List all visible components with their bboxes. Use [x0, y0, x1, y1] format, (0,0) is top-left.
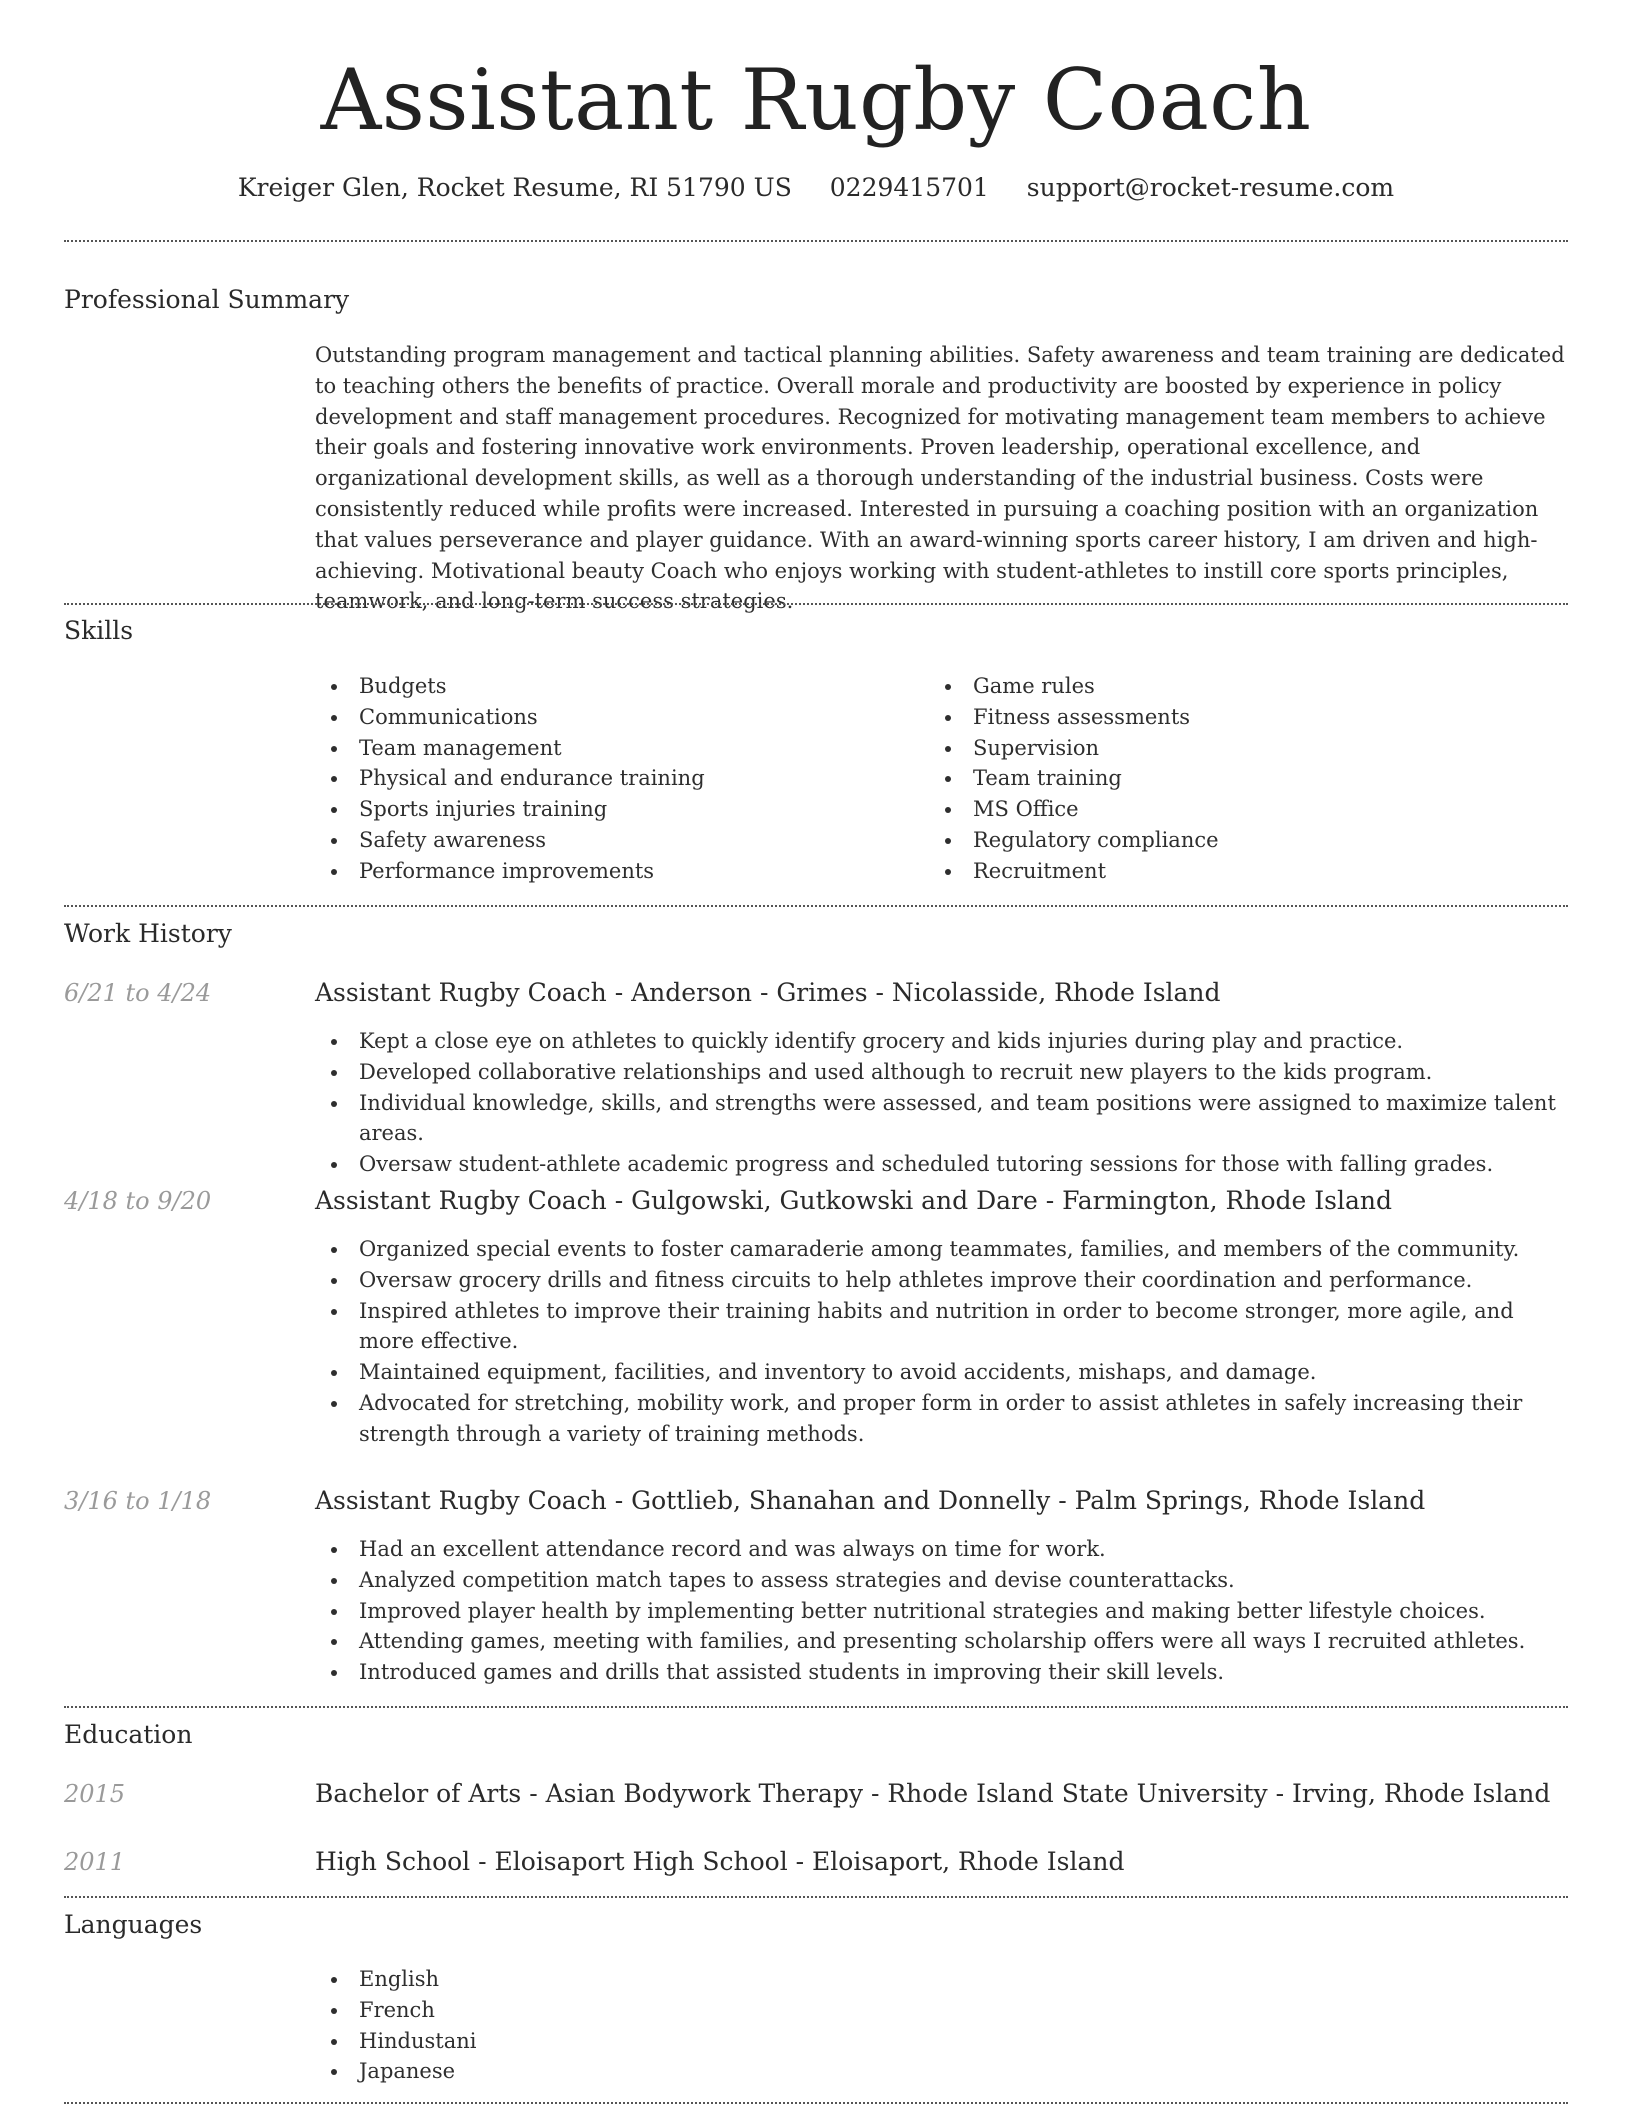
skill-item: Fitness assessments	[929, 702, 1529, 733]
job-bullet: Maintained equipment, facilities, and inventory to avoid accidents, mishaps, and damage.	[315, 1357, 1575, 1388]
education-section-title: Education	[64, 1720, 193, 1749]
language-item: Japanese	[315, 2056, 915, 2087]
skills-list-right	[929, 671, 1529, 887]
skill-item: Recruitment	[929, 856, 1529, 887]
section-divider	[64, 603, 1568, 605]
contact-address: Kreiger Glen, Rocket Resume, RI 51790 US	[237, 173, 792, 202]
contact-line	[0, 170, 1632, 206]
job-bullet: Oversaw grocery drills and fitness circuits to help athletes improve their coordination and performance.	[315, 1265, 1575, 1296]
skill-item: Safety awareness	[315, 825, 915, 856]
job-heading: Assistant Rugby Coach - Gulgowski, Gutkowski and Dare - Farmington, Rhode Island	[315, 1186, 1392, 1215]
job-bullet: Analyzed competition match tapes to assess strategies and devise counterattacks.	[315, 1565, 1575, 1596]
skill-item: MS Office	[929, 794, 1529, 825]
job-bullet: Inspired athletes to improve their training habits and nutrition in order to become stronger, more agile, and more effective.	[315, 1296, 1575, 1358]
languages-section-title: Languages	[64, 1910, 203, 1939]
job-heading: Assistant Rugby Coach - Gottlieb, Shanahan and Donnelly - Palm Springs, Rhode Island	[315, 1486, 1426, 1515]
summary-text: Outstanding program management and tactical planning abilities. Safety awareness and team training are dedicated to teaching others the benefits of practice. Overall morale and productivity are boosted by experience in policy development and staff management procedures. Recognized for motivating management team members to achieve their goals and fostering innovative work environments. Proven leadership, operational excellence, and organizational development skills, as well as a thorough understanding of the industrial business. Costs were consistently reduced while profits were increased. Interested in pursuing a coaching position with an organization that values perseverance and player guidance. With an award-winning sports career history, I am driven and high-achieving. Motivational beauty Coach who enjoys working with student-athletes to instill core sports principles, teamwork, and long-term success strategies.	[315, 343, 1565, 614]
education-heading: High School - Eloisaport High School - Eloisaport, Rhode Island	[315, 1847, 1125, 1876]
skill-item: Regulatory compliance	[929, 825, 1529, 856]
skill-item: Game rules	[929, 671, 1529, 702]
job-bullets	[315, 1234, 1575, 1450]
job-bullet: Improved player health by implementing better nutritional strategies and making better lifestyle choices.	[315, 1596, 1575, 1627]
contact-phone: 0229415701	[829, 173, 989, 202]
job-dates: 3/16 to 1/18	[64, 1487, 212, 1515]
language-item: Hindustani	[315, 2026, 915, 2057]
job-bullet: Individual knowledge, skills, and strengths were assessed, and team positions were assigned to maximize talent areas.	[315, 1088, 1575, 1150]
skill-item: Sports injuries training	[315, 794, 915, 825]
job-bullet: Organized special events to foster camaraderie among teammates, families, and members of the community.	[315, 1234, 1575, 1265]
section-divider	[64, 2102, 1568, 2104]
job-bullet: Kept a close eye on athletes to quickly identify grocery and kids injuries during play and practice.	[315, 1026, 1575, 1057]
job-bullet: Advocated for stretching, mobility work, and proper form in order to assist athletes in safely increasing their strength through a variety of training methods.	[315, 1388, 1575, 1450]
job-heading: Assistant Rugby Coach - Anderson - Grimes - Nicolasside, Rhode Island	[315, 978, 1221, 1007]
section-divider	[64, 1896, 1568, 1898]
contact-email: support@rocket-resume.com	[1026, 173, 1395, 202]
job-bullet: Developed collaborative relationships and used although to recruit new players to the kids program.	[315, 1057, 1575, 1088]
section-divider	[64, 1706, 1568, 1708]
job-bullet: Attending games, meeting with families, and presenting scholarship offers were all ways I recruited athletes.	[315, 1626, 1575, 1657]
job-bullets	[315, 1026, 1575, 1180]
skills-list-left	[315, 671, 915, 887]
language-item: English	[315, 1964, 915, 1995]
skill-item: Team management	[315, 733, 915, 764]
job-bullet: Had an excellent attendance record and was always on time for work.	[315, 1534, 1575, 1565]
skill-item: Team training	[929, 763, 1529, 794]
skills-section-title: Skills	[64, 616, 134, 645]
education-year: 2015	[64, 1780, 126, 1808]
job-dates: 4/18 to 9/20	[64, 1187, 212, 1215]
skill-item: Budgets	[315, 671, 915, 702]
job-bullets	[315, 1534, 1575, 1688]
candidate-name: Assistant Rugby Coach	[320, 51, 1312, 149]
work-section-title: Work History	[64, 919, 232, 948]
languages-list	[315, 1964, 915, 2087]
job-bullet: Oversaw student-athlete academic progress and scheduled tutoring sessions for those with falling grades.	[315, 1149, 1575, 1180]
skill-item: Physical and endurance training	[315, 763, 915, 794]
skill-item: Performance improvements	[315, 856, 915, 887]
education-heading: Bachelor of Arts - Asian Bodywork Therapy - Rhode Island State University - Irving, Rhode Island	[315, 1779, 1551, 1808]
skill-item: Communications	[315, 702, 915, 733]
education-year: 2011	[64, 1848, 126, 1876]
language-item: French	[315, 1995, 915, 2026]
summary-section-title: Professional Summary	[64, 285, 350, 314]
job-dates: 6/21 to 4/24	[64, 979, 212, 1007]
job-bullet: Introduced games and drills that assisted students in improving their skill levels.	[315, 1657, 1575, 1688]
section-divider	[64, 905, 1568, 907]
skill-item: Supervision	[929, 733, 1529, 764]
section-divider	[64, 240, 1568, 242]
